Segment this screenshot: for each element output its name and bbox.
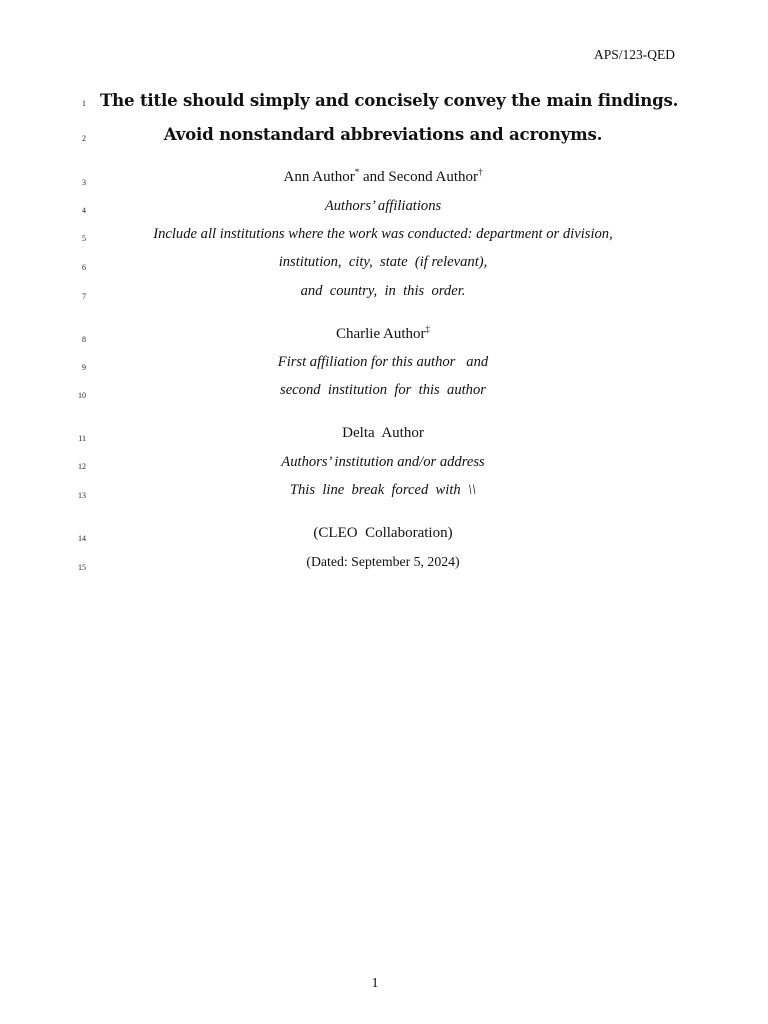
author-name: Charlie Author [335, 326, 426, 342]
affiliation-text: Authors’ affiliations [324, 198, 442, 214]
line-number: 8 [82, 335, 86, 344]
footnote-mark: † [478, 167, 483, 177]
author-line [100, 169, 666, 186]
line-number: 7 [82, 292, 86, 301]
author-name: Ann Author [283, 169, 355, 185]
footnote-mark: * [354, 167, 360, 177]
paper-title-line-2: Avoid nonstandard abbreviations and acronyms. [163, 124, 603, 144]
affiliation-text: Authors’ institution and/or address [281, 454, 485, 470]
line-4 [0, 198, 768, 222]
line-number: 10 [78, 391, 86, 400]
affiliation-text: institution, city, state (if relevant), [278, 254, 488, 270]
preprint-number: APS/123-QED [593, 47, 675, 62]
affiliation-text: Include all institutions where the work was conducted: department or division, [153, 226, 613, 242]
line-number: 5 [82, 234, 86, 243]
line-11 [0, 425, 768, 449]
affiliation-text: First affiliation for this author and [277, 354, 489, 370]
line-number: 9 [82, 363, 86, 372]
line-6 [0, 254, 768, 278]
line-number: 11 [78, 434, 86, 443]
author-conjunction: and [363, 169, 385, 185]
line-number: 4 [82, 206, 86, 215]
line-7 [0, 283, 768, 307]
line-number: 12 [78, 462, 86, 471]
line-1 [0, 90, 768, 114]
line-9 [0, 354, 768, 378]
affiliation-text: This line break forced with \\ [289, 482, 477, 498]
line-number: 14 [78, 534, 86, 543]
line-12 [0, 454, 768, 478]
line-14 [0, 525, 768, 549]
line-3 [0, 169, 768, 193]
line-5 [0, 226, 768, 250]
affiliation-text: and country, in this order. [300, 283, 466, 299]
line-number: 15 [78, 563, 86, 572]
paper-title-line-1: The title should simply and concisely convey the main findings. [100, 90, 679, 110]
date-line: (Dated: September 5, 2024) [306, 554, 460, 569]
author-line [100, 326, 666, 343]
line-number: 3 [82, 178, 86, 187]
line-8 [0, 326, 768, 350]
line-number: 6 [82, 263, 86, 272]
affiliation-text: second institution for this author [280, 382, 486, 398]
collaboration-name: (CLEO Collaboration) [313, 525, 453, 541]
line-10 [0, 382, 768, 406]
line-number: 1 [82, 99, 86, 108]
line-15 [0, 554, 768, 578]
line-13 [0, 482, 768, 506]
line-number: 2 [82, 134, 86, 143]
author-name: Delta Author [342, 425, 424, 441]
page-number: 1 [371, 976, 379, 991]
footnote-mark: ‡ [425, 324, 431, 334]
author-name: Second Author [388, 169, 478, 185]
line-2 [0, 124, 768, 148]
line-number: 13 [78, 491, 86, 500]
